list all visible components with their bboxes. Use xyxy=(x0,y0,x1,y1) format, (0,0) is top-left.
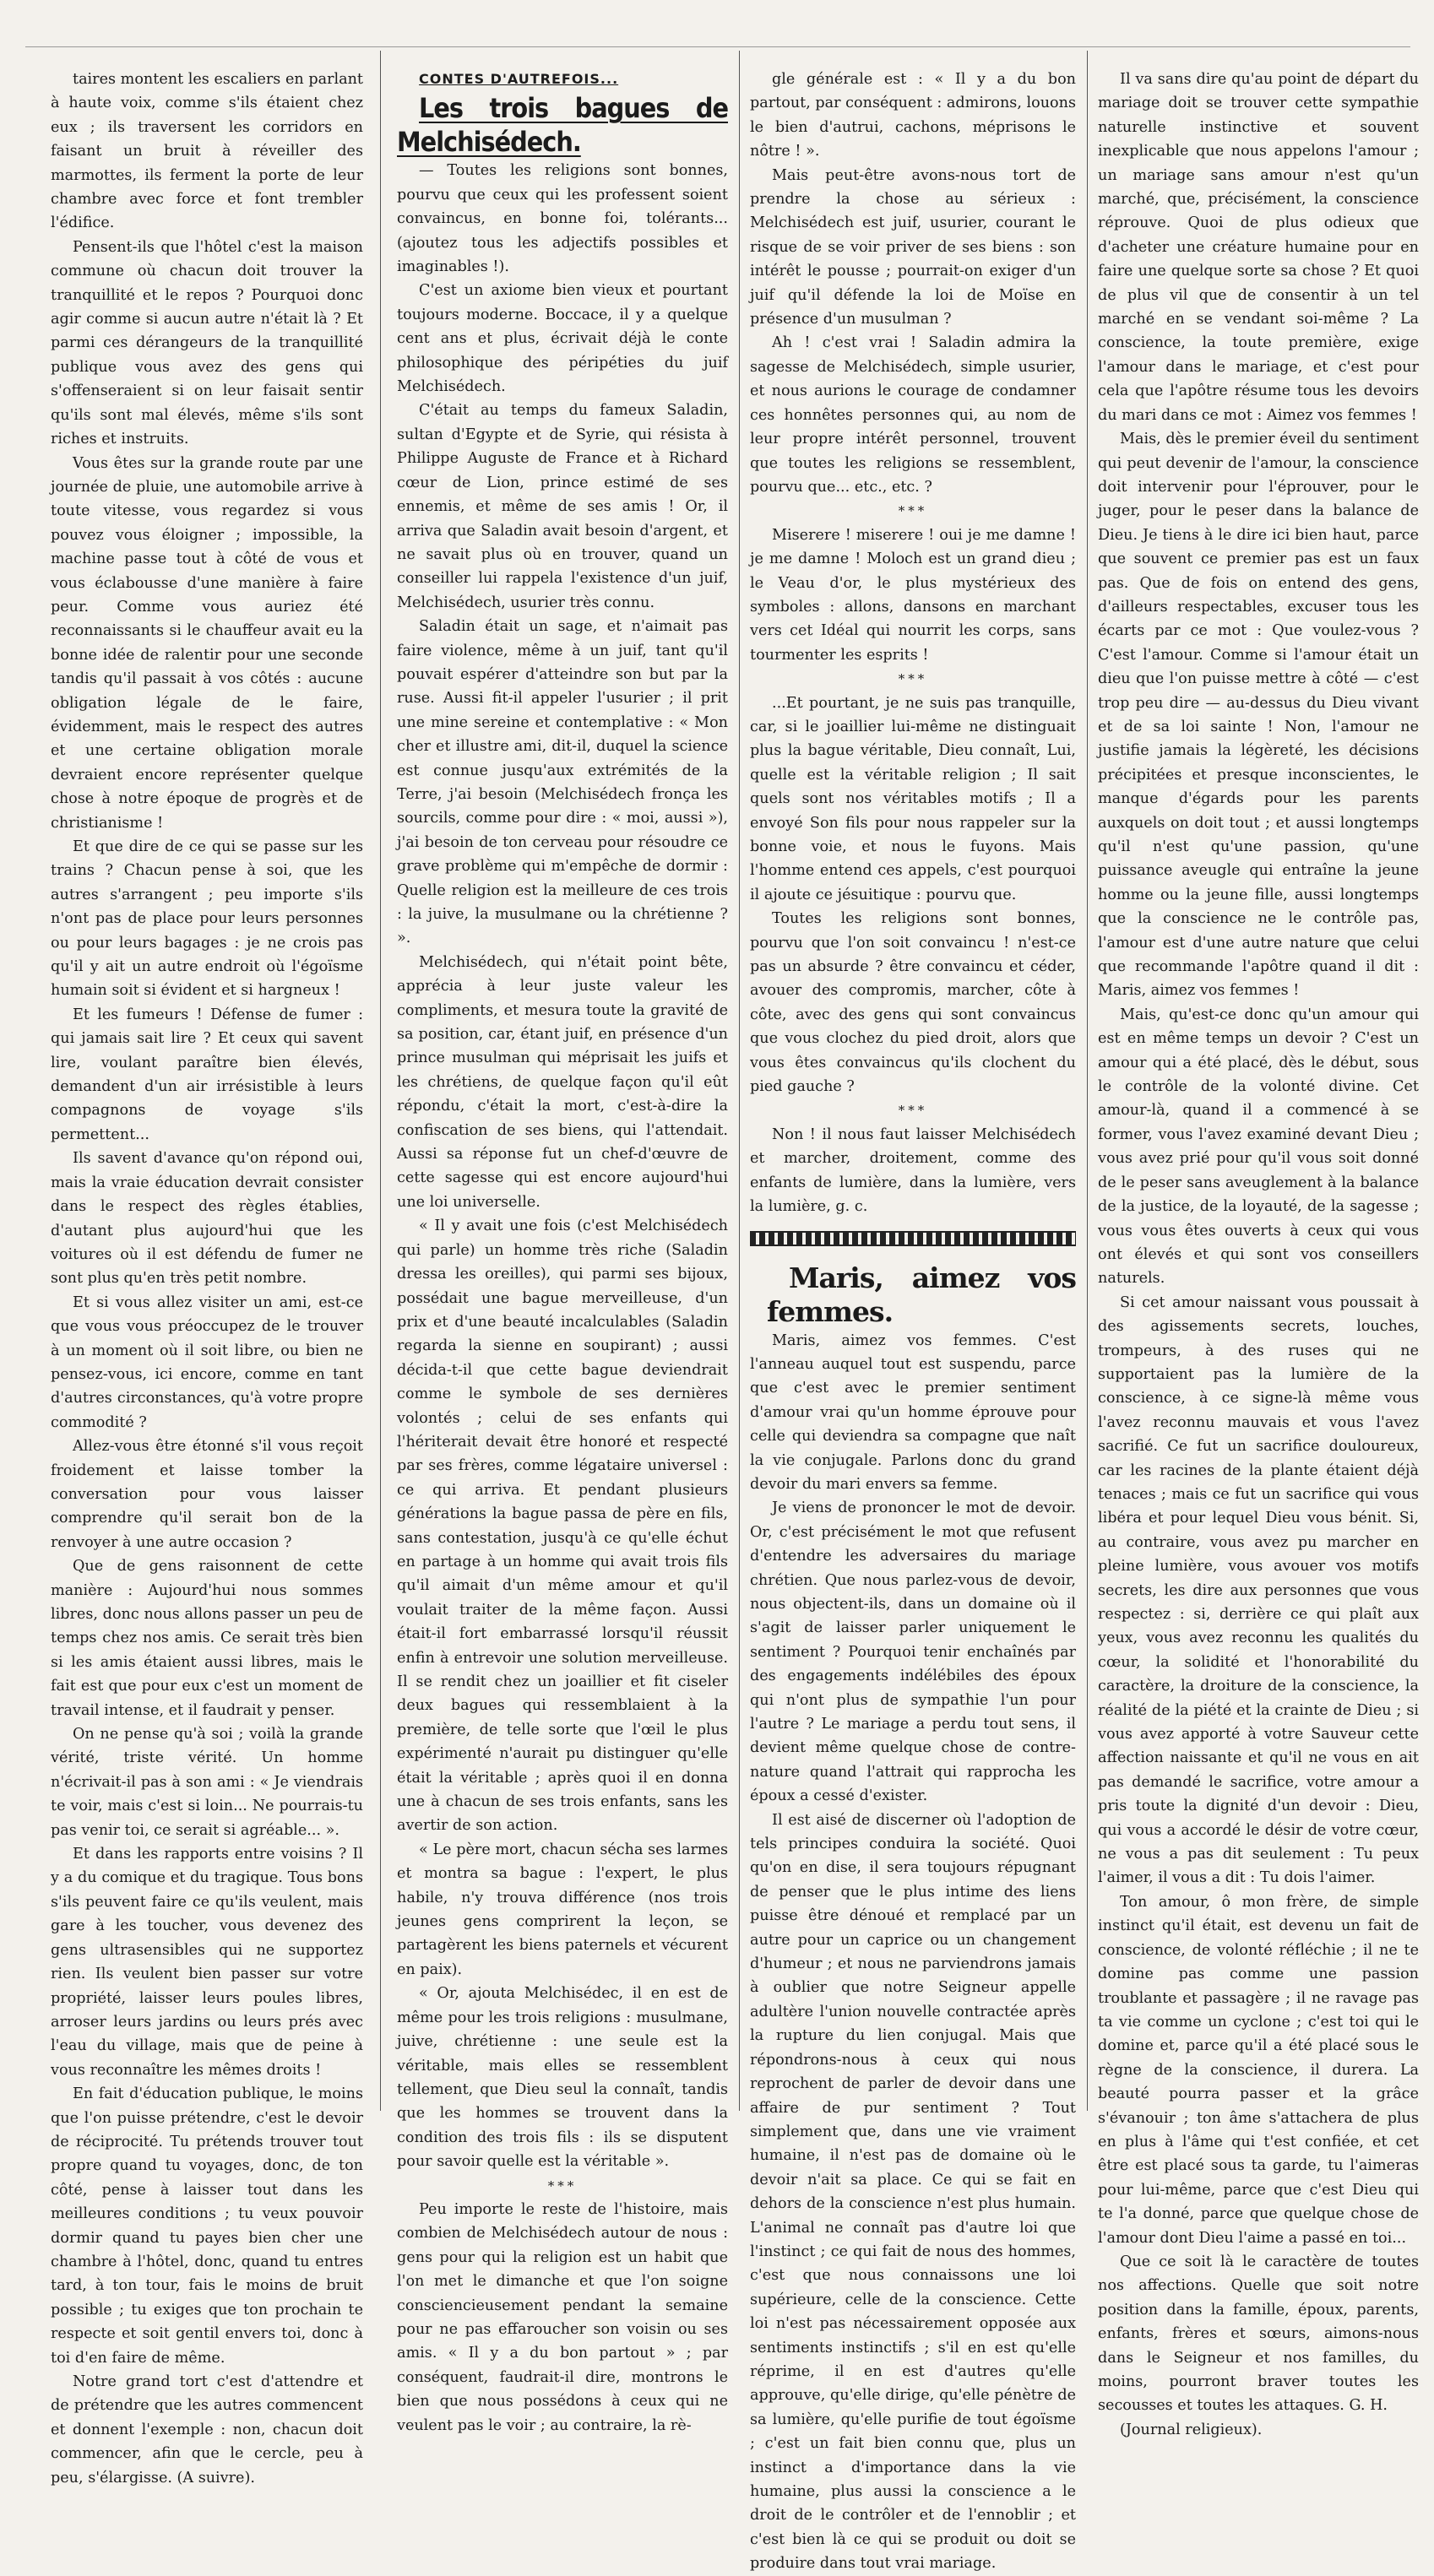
paragraph: Ah ! c'est vrai ! Saladin admira la sagesse de Melchisédech, simple usurier, et nous aurions le courage de condamner ces honnêtes personnes qui, au nom de leur propre intérêt personnel, trouvent que toutes les religions se ressemblent, pourvu que... etc., etc. ? xyxy=(750,334,1076,496)
paragraph: gle générale est : « Il y a du bon partout, par conséquent : admirons, louons le bien d'autrui, cachons, méprisons le nôtre ! ». xyxy=(750,71,1077,160)
paragraph: Mais, dès le premier éveil du sentiment qui peut devenir de l'amour, la conscience doit intervenir pour l'éprouver, pour le juger, pour le peser dans la balance de Dieu. Je tiens à le dire ici bien haut, parce que souvent ce premier pas est un faux pas. Que de fois on entend des gens, d'ailleurs respectables, excuser tous les écarts par ce mot : Que voulez-vous ? C'est l'amour. Comme si l'amour était un dieu que l'on puisse mettre à côté — c'est trop peu dire — au-dessus du Dieu vivant et de sa loi sainte ! Non, l'amour ne justifie jamais la légèreté, les décisions précipitées et presque inconscientes, le manque d'égards pour les parents auxquels on doit tout ; et aussi longtemps qu'il n'est qu'une passion, qu'une puissance aveugle qui entraîne la jeune homme ou la jeune fille, aussi longtemps que la conscience ne le contrôle pas, l'amour est d'une autre nature que celui que recommande l'apôtre quand il dit : Maris, aimez vos femmes ! xyxy=(1098,431,1419,1000)
column-1 xyxy=(51,68,363,2487)
paragraph: « Or, ajouta Melchisédec, il en est de même pour les trois religions : musulmane, juive, chrétienne : une seule est la véritable, mais elles se ressemblent tellement, que Dieu seul la connaît, tandis que les hommes se trouvent dans la condition des trois fils : ils se disputent pour savoir quelle est la véritable ». xyxy=(397,1985,728,2171)
paragraph: Ils savent d'avance qu'on répond oui, mais la vraie éducation devrait consister dans le respect des règles établies, d'autant plus aujourd'hui que les voitures où il est défendu de fumer ne sont plus qu'en très petit nombre. xyxy=(51,1150,363,1288)
paragraph: En fait d'éducation publique, le moins que l'on puisse prétendre, c'est le devoir de réciprocité. Tu prétends trouver tout propre quand tu voyages, donc, de ton côté, pense à laisser tout dans les meilleures conditions ; tu veux pouvoir dormir quand tu payes bien cher une chambre à l'hôtel, donc, quand tu entres tard, à ton tour, fais le moins de bruit possible ; tu exiges que ton prochain te respecte et soit gentil envers toi, donc à toi d'en faire de même. xyxy=(51,2085,363,2367)
section-separator: *** xyxy=(898,1103,928,1119)
paragraph: taires montent les escaliers en parlant à haute voix, comme s'ils étaient chez eux ; ils traversent les corridors en faisant un bruit à réveiller des marmottes, ils ferment la porte de leur chambre avec force et font trembler l'édifice. xyxy=(51,71,363,232)
paragraph: Peu importe le reste de l'histoire, mais combien de Melchisédech autour de nous : gens pour qui la religion est un habit que l'on met le dimanche et que l'on soigne consciencieusement pendant la semaine pour ne pas effaroucher son voisin ou ses amis. « Il y a du bon partout » ; par conséquent, faudrait-il dire, montrons le bien que nous possédons à ceux qui ne veulent pas le voir ; au contraire, la rè- xyxy=(397,2200,728,2434)
paragraph: C'est un axiome bien vieux et pourtant toujours moderne. Boccace, il y a quelque cent ans et plus, écrivait déjà le conte philosophique des péripéties du juif Melchisédech. xyxy=(397,282,728,396)
paragraph: Vous êtes sur la grande route par une journée de pluie, une automobile arrive à toute vitesse, vous regardez si vous pouvez vous éloigner ; impossible, la machine passe tout à côté de vous et vous éclabousse d'une manière à faire peur. Comme vous auriez été reconnaissants si le chauffeur avait eu la bonne idée de ralentir pour une seconde tandis qu'il passait à vos côtés : aucune obligation légale de le faire, évidemment, mais le respect des autres et une certaine obligation morale devraient encore représenter quelque chose à notre époque de progrès et de christianisme ! xyxy=(51,454,363,832)
paragraph: Toutes les religions sont bonnes, pourvu que l'on soit convaincu ! n'est-ce pas un absurde ? être convaincu et céder, avouer des compromis, marcher, côte à côte, avec des gens qui sont convaincus que vous clochez du pied droit, alors que vous êtes convaincus qu'ils clochent du pied gauche ? xyxy=(750,910,1076,1096)
paragraph: C'était au temps du fameux Saladin, sultan d'Egypte et de Syrie, qui résista à Philippe Auguste de France et à Richard cœur de Lion, prince estimé de ses ennemis, et même de ses amis ! Or, il arriva que Saladin avait besoin d'argent, et ne savait plus où en trouver, quand un conseiller lui rappela l'existence d'un juif, Melchisédech, usurier très connu. xyxy=(397,402,728,611)
paragraph: Saladin était un sage, et n'aimait pas faire violence, même à un juif, tant qu'il pouvait espérer d'atteindre son but par la ruse. Aussi fit-il appeler l'usurier ; il prit une mine sereine et contemplative : « Mon cher et illustre ami, dit-il, duquel la science est connue jusqu'aux extrémités de la Terre, j'ai besoin (Melchisédech fronça les sourcils, comme pour dire : « moi, aussi »), j'ai besoin de ton cerveau pour résoudre ce grave problème qui m'empêche de dormir : Quelle religion est la meilleure de ces trois : la juive, la musulmane ou la chrétienne ? ». xyxy=(397,618,728,947)
paragraph: Maris, aimez vos femmes. C'est l'anneau auquel tout est suspendu, parce que c'est avec le premier sentiment d'amour vrai qu'un homme éprouve pour celle qui deviendra sa compagne que naît la vie conjugale. Parlons donc du grand devoir du mari envers sa femme. xyxy=(750,1331,1076,1493)
column-rule xyxy=(739,51,740,2111)
paragraph: Que de gens raisonnent de cette manière : Aujourd'hui nous sommes libres, donc nous allons passer un peu de temps chez nos amis. Ce serait très bien si les amis étaient aussi libres, mais le fait est que pour eux c'est un moment de travail intense, et il faudrait y penser. xyxy=(51,1558,363,1719)
column-rule xyxy=(380,51,381,2111)
paragraph: Que ce soit là le caractère de toutes nos affections. Quelle que soit notre position dans la famille, époux, parents, enfants, frères et sœurs, aimons-nous dans le Seigneur et nos familles, du moins, pourront braver toutes les secousses et toutes les attaques. G. H. xyxy=(1098,2253,1419,2415)
paragraph: « Il y avait une fois (c'est Melchisédech qui parle) un homme très riche (Saladin dressa les oreilles), qui parmi ses bijoux, possédait une bague merveilleuse, d'un prix et d'une beauté incalculables (Saladin regarda la sienne en soupirant) ; aussi décida-t-il que cette bague deviendrait comme le symbole de ses dernières volontés ; celui de ses enfants qui l'hériterait devait être honoré et respecté par ses frères, comme légataire universel : ce qui arriva. Et pendant plusieurs générations la bague passa de père en fils, sans contestation, jusqu'à ce qu'elle échut en partage à un homme qui avait trois fils qu'il aimait d'un même amour et qu'il voulait traiter de la même façon. Aussi était-il fort embarrassé lorsqu'il réussit enfin à entrevoir une solution merveilleuse. Il se rendit chez un joaillier et fit ciseler deux bagues qui ressemblaient à la première, de telle sorte que l'œil le plus expérimenté n'aurait pu distinguer qu'elle était la véritable ; après quoi il en donna une à chacun de ses trois enfants, sans les avertir de son action. xyxy=(397,1217,728,1835)
section-separator: *** xyxy=(547,2177,578,2194)
paragraph: Et dans les rapports entre voisins ? Il y a du comique et du tragique. Tous bons s'ils peuvent faire ce qu'ils veulent, mais gare à les toucher, vous devenez des gens ultrasensibles qui ne supportez rien. Ils veulent bien passer sur votre propriété, laisser leurs poules libres, arroser leurs jardins ou leurs prés avec l'eau du village, mais que de peine à vous reconnaître les mêmes droits ! xyxy=(51,1846,363,2079)
section-kicker: CONTES D'AUTREFOIS... xyxy=(419,71,619,87)
story-continuation xyxy=(750,68,1076,1219)
paragraph: Mais, qu'est-ce donc qu'un amour qui est en même temps un devoir ? C'est un amour qui a été placé, dès le début, sous le contrôle de la volonté divine. Cet amour-là, quand il a commencé à se former, vous l'avez examiné devant Dieu ; vous avez prié pour qu'il vous soit donné de le peser sans aveuglement à la balance de la justice, de la loyauté, de la sagesse ; vous vous êtes ouverts à ceux qui vous ont élevés et qui sont vos conseillers naturels. xyxy=(1098,1006,1419,1288)
paragraph: Et que dire de ce qui se passe sur les trains ? Chacun pense à soi, que les autres s'arrangent ; peu importe s'ils n'ont pas de place pour leurs personnes ou pour leurs bagages : je ne crois pas qu'il y ait un autre endroit où l'égoïsme humain soit si évident et si hargneux ! xyxy=(51,838,363,1000)
paragraph: Mais peut-être avons-nous tort de prendre la chose au sérieux : Melchisédech est juif, usurier, courant le risque de se voir priver de ses biens : son intérêt le pousse ; pourrait-on exiger d'un juif qu'il défende la loi de Moïse en présence d'un musulman ? xyxy=(750,166,1076,328)
column-2 xyxy=(397,68,728,2434)
section-separator: *** xyxy=(898,671,928,687)
top-rule xyxy=(25,46,1410,47)
paragraph: Et si vous allez visiter un ami, est-ce que vous vous préoccupez de le trouver à un moment où il soit libre, ou bien ne pensez-vous, ici encore, comme en tant d'autres circonstances, qu'à votre propre commodité ? xyxy=(51,1293,363,1431)
column-4 xyxy=(1098,68,1419,2438)
paragraph: Pensent-ils que l'hôtel c'est la maison commune où chacun doit trouver la tranquillité et le repos ? Pourquoi donc agir comme si aucun autre n'était là ? Et parmi ces dérangeurs de la tranquillité publique vous avez des gens qui s'offenseraient si on leur faisait sentir qu'ils sont mal élevés, même s'ils sont riches et instruits. xyxy=(51,238,363,448)
section-separator: *** xyxy=(898,503,928,519)
paragraph: Ton amour, ô mon frère, de simple instinct qu'il était, est devenu un fait de conscience, de volonté réfléchie ; il ne te domine pas comme une passion troublante et passagère ; il ne ravage pas ta vie comme un cyclone ; c'est toi qui le domine et, parce qu'il a été placé sous le règne de la conscience, il durera. La beauté pourra passer et la grâce s'évanouir ; ton âme s'attachera de plus en plus à l'âme qui t'est confiée, et cet être est placé sous ta garde, tu l'aimeras pour lui-même, parce que c'est Dieu qui te l'a donné, parce que quelque chose de l'amour dont Dieu l'aime a passé en toi... xyxy=(1098,1893,1419,2247)
paragraph: Allez-vous être étonné s'il vous reçoit froidement et laisse tomber la conversation pour vous laisser comprendre qu'il serait bon de la renvoyer à une autre occasion ? xyxy=(51,1438,363,1551)
paragraph: Il va sans dire qu'au point de départ du mariage doit se trouver cette sympathie naturelle instinctive et souvent inexplicable que nous appelons l'amour ; un mariage sans amour n'est qu'un marché, que, précisément, la conscience réprouve. Quoi de plus odieux que d'acheter une créature humaine pour en faire une quelque sorte sa chose ? Et quoi de plus vil que de consentir à un tel marché en se vendant soi-même ? La conscience, la toute première, exige l'amour dans le mariage, et c'est pour cela que l'apôtre résume tous les devoirs du mari dans ce mot : Aimez vos femmes ! xyxy=(1098,71,1419,424)
story-title: Les trois bagues de Melchisédech. xyxy=(397,92,728,159)
paragraph: On ne pense qu'à soi ; voilà la grande vérité, triste vérité. Un homme n'écrivait-il pas à son ami : « Je viendrais te voir, mais c'est si loin... Ne pourrais-tu pas venir toi, ce serait si agréable... ». xyxy=(51,1726,363,1839)
paragraph: Notre grand tort c'est d'attendre et de prétendre que les autres commencent et donnent l'exemple : non, chacun doit commencer, afin que le cercle, peu à peu, s'élargisse. (A suivre). xyxy=(51,2373,363,2487)
column-3 xyxy=(750,68,1077,2573)
story-body xyxy=(397,159,728,2438)
paragraph: Non ! il nous faut laisser Melchisédech et marcher, droitement, comme des enfants de lumière, dans la lumière, vers la lumière, g. c. xyxy=(750,1125,1076,1216)
paragraph: Miserere ! miserere ! oui je me damne ! je me damne ! Moloch est un grand dieu ; le Veau d'or, le plus mystérieux des symboles : allons, dansons en marchant vers cet Idéal qui nourrit les corps, sans tourmenter les esprits ! xyxy=(750,526,1076,664)
article-title: Maris, aimez vos femmes. xyxy=(767,1261,1076,1328)
article-body xyxy=(750,1329,1076,2576)
paragraph: Melchisédech, qui n'était point bête, apprécia à leur juste valeur les compliments, et mesura toute la gravité de sa position, car, étant juif, en présence d'un prince musulman qui méprisait les juifs et les chrétiens, de quelque façon qu'il eût répondu, c'était la mort, c'est-à-dire la confiscation de ses biens, qui l'attendait. Aussi sa réponse fut un chef-d'œuvre de cette sagesse qui est encore aujourd'hui une loi universelle. xyxy=(397,953,728,1211)
paragraph: Il est aisé de discerner où l'adoption de tels principes conduira la société. Quoi qu'on en dise, il sera toujours répugnant de penser que le plus intime des liens puisse être dénoué et remplacé par un autre pour un caprice ou un changement d'humeur ; et nous ne parviendrons jamais à oublier que notre Seigneur appelle adultère l'union nouvelle contractée après la rupture du lien conjugal. Mais que répondrons-nous à ceux qui nous reprochent de parler de devoir dans une affaire de pur sentiment ? Tout simplement que, dans une vie vraiment humaine, il n'est pas de domaine où le devoir n'ait sa place. Ce qui se fait en dehors de la conscience n'est plus humain. L'animal ne connaît pas d'autre loi que l'instinct ; ce qui fait de nous des hommes, c'est que nous connaissons une loi supérieure, celle de la conscience. Cette loi n'est pas nécessairement opposée aux sentiments instinctifs ; s'il en est qu'elle réprime, il en est d'autres qu'elle approuve, qu'elle dirige, qu'elle pénètre de sa lumière, qu'elle purifie de tout égoïsme ; c'est un fait bien connu que, plus un instinct a d'importance dans la vie humaine, plus aussi la conscience a le droit de le contrôler et de l'ennoblir ; et c'est bien là ce qui se produit ou doit se produire dans tout vrai mariage. xyxy=(750,1811,1076,2573)
ornamental-divider xyxy=(750,1231,1076,1246)
paragraph: Si cet amour naissant vous poussait à des agissements secrets, louches, trompeurs, à des ruses qui ne supportaient pas la lumière de la conscience, à ce signe-là même vous l'avez reconnu mauvais et vous l'avez sacrifié. Ce fut un sacrifice douloureux, car les racines de la plante étaient déjà tenaces ; mais ce fut un sacrifice qui vous libéra et pour lequel Dieu vous bénit. Si, au contraire, vous avez pu marcher en pleine lumière, vous avouer vos motifs secrets, les dire aux personnes que vous respectez : si, derrière ce qui plaît aux yeux, vous avez reconnu les qualités du cœur, la solidité et l'honorabilité du caractère, la droiture de la conscience, la réalité de la piété et la crainte de Dieu ; si vous avez apporté à votre Sauveur cette affection naissante et qu'il ne vous en ait pas demandé le sacrifice, votre amour a pris toute la dignité d'un devoir : Dieu, qui vous a accordé le désir de votre cœur, ne vous a pas dit seulement : Tu peux l'aimer, il vous a dit : Tu dois l'aimer. xyxy=(1098,1293,1419,1887)
paragraph: Et les fumeurs ! Défense de fumer : qui jamais sait lire ? Et ceux qui savent lire, voulant paraître bien élevés, demandent d'un air irrésistible à leurs compagnons de voyage s'ils permettent... xyxy=(51,1006,363,1143)
paragraph: Je viens de prononcer le mot de devoir. Or, c'est précisément le mot que refusent d'entendre les adversaires du mariage chrétien. Que nous parlez-vous de devoir, nous objectent-ils, dans un domaine où il s'agit de laisser parler uniquement le sentiment ? Pourquoi tenir enchaînés par des engagements indélébiles des époux qui n'ont plus de sympathie l'un pour l'autre ? Le mariage a perdu tout sens, il devient même quelque chose de contre-nature quand l'attrait qui rapprocha les époux a cessé d'exister. xyxy=(750,1500,1076,1805)
paragraph: « Le père mort, chacun sécha ses larmes et montra sa bague : l'expert, le plus habile, n'y trouva différence (nos trois jeunes gens comprirent la leçon, se partagèrent les biens paternels et vécurent en paix). xyxy=(397,1841,728,1978)
paragraph: ...Et pourtant, je ne suis pas tranquille, car, si le joaillier lui-même ne distinguait plus la bague véritable, Dieu connaît, Lui, quelle est la véritable religion ; Il sait quels sont nos véritables motifs ; Il a envoyé Son fils pour nous rappeler sur la bonne voie, et nous le fuyons. Mais l'homme entend ces appels, c'est pourquoi il ajoute ce jésuitique : pourvu que. xyxy=(750,694,1076,903)
paragraph: (Journal religieux). xyxy=(1120,2421,1263,2438)
column-rule xyxy=(1087,51,1088,2111)
paragraph: — Toutes les religions sont bonnes, pourvu que ceux qui les professent soient convaincus, en bonne foi, tolérants... (ajoutez tous les adjectifs possibles et imaginables !). xyxy=(397,162,728,276)
